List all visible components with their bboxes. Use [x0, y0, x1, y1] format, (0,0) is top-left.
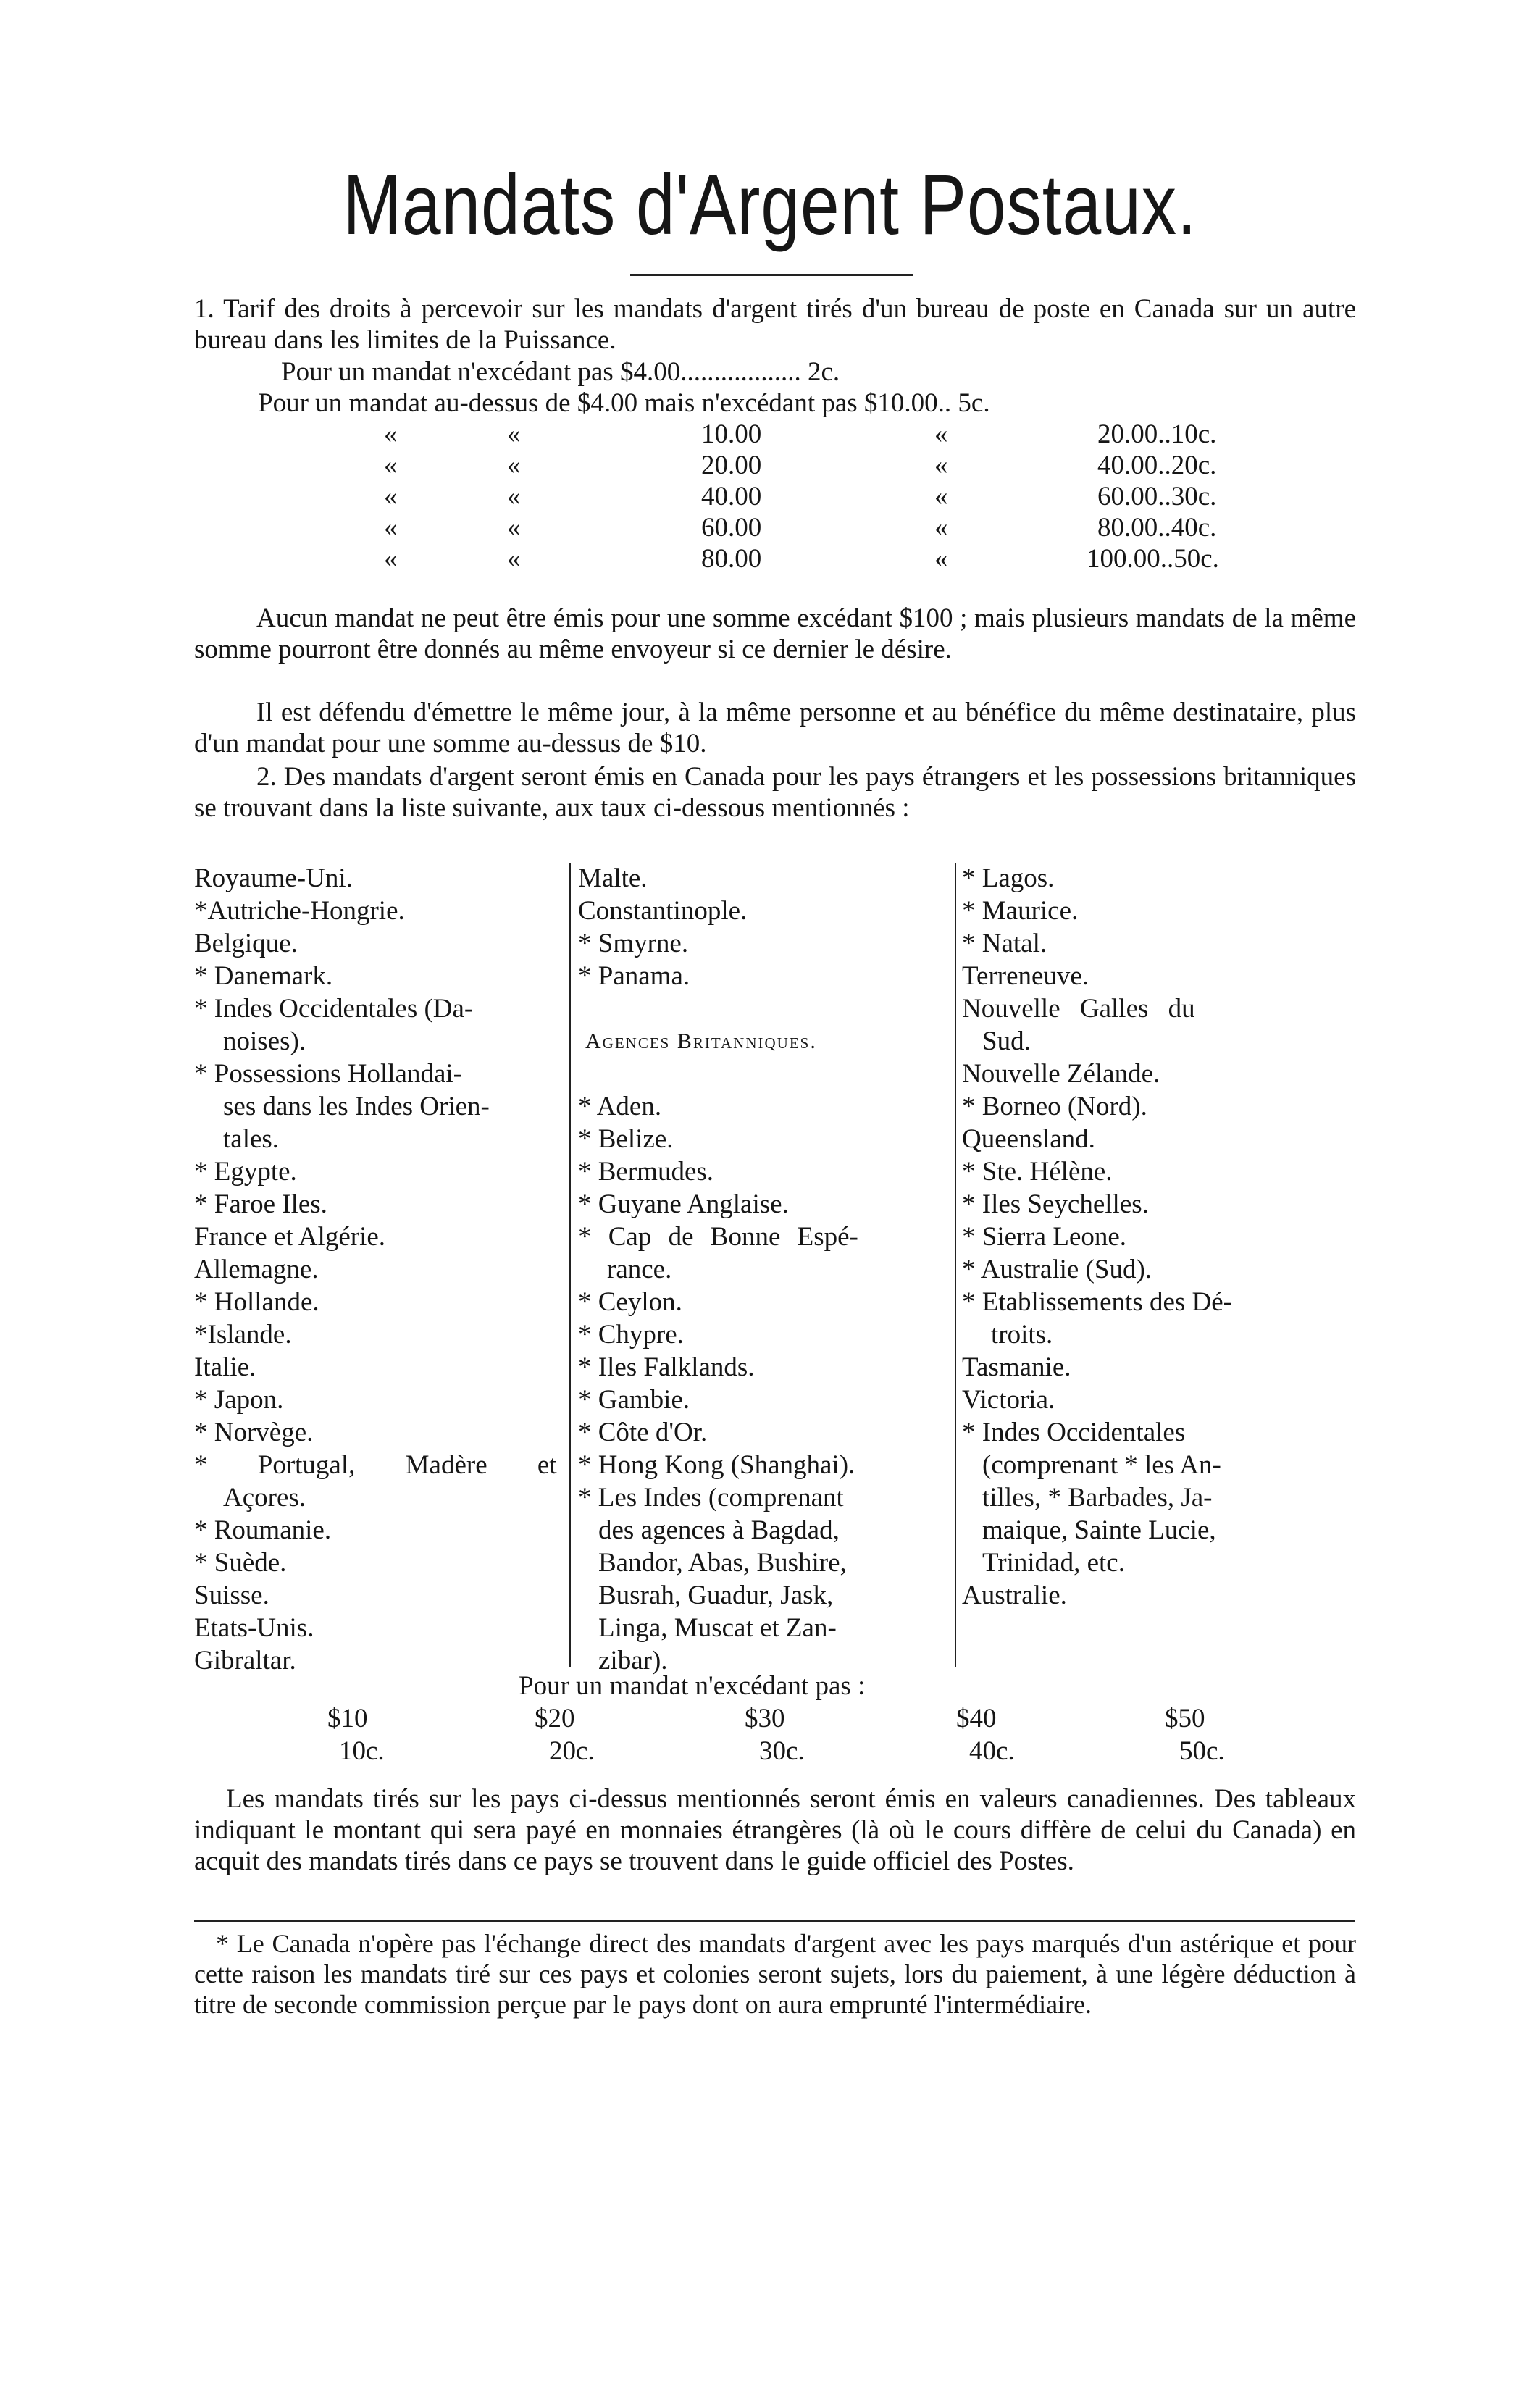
list-item: * Ste. Hélène. — [962, 1157, 1113, 1187]
list-item: * Bermudes. — [578, 1157, 714, 1187]
column-divider — [955, 863, 956, 1667]
ditto-mark: « — [384, 451, 398, 480]
list-item: * Australie (Sud). — [962, 1255, 1152, 1284]
rate-amount: $30 — [745, 1704, 785, 1733]
list-item: * Sierra Leone. — [962, 1222, 1127, 1252]
list-item: noises). — [223, 1026, 306, 1056]
list-item: maique, Sainte Lucie, — [982, 1515, 1216, 1545]
tariff-rate: 40.00..20c. — [1097, 451, 1217, 480]
list-item: Açores. — [223, 1483, 306, 1512]
ditto-mark: « — [384, 513, 398, 543]
list-item: (comprenant * les An- — [982, 1450, 1221, 1480]
list-item: Italie. — [194, 1352, 256, 1382]
tariff-rate: 80.00..40c. — [1097, 513, 1217, 543]
list-item: * Hong Kong (Shanghai). — [578, 1450, 855, 1480]
list-item: *Islande. — [194, 1320, 292, 1349]
rate-amount: $50 — [1165, 1704, 1205, 1733]
tariff-from: 80.00 — [701, 544, 762, 574]
tariff-line-1: Pour un mandat n'excédant pas $4.00.................. 2c. — [281, 357, 840, 387]
list-item: France et Algérie. — [194, 1222, 386, 1252]
list-item: * Iles Falklands. — [578, 1352, 755, 1382]
rate-fee: 30c. — [759, 1736, 805, 1766]
list-item: Nouvelle Zélande. — [962, 1059, 1160, 1089]
list-item: * Smyrne. — [578, 929, 689, 958]
rate-fee: 40c. — [969, 1736, 1015, 1766]
list-item: * Indes Occidentales (Da- — [194, 994, 474, 1024]
list-item: * Ceylon. — [578, 1287, 682, 1317]
tariff-rate: 100.00..50c. — [1087, 544, 1219, 574]
ditto-mark: « — [507, 513, 521, 543]
footnote-rule — [194, 1920, 1355, 1922]
ditto-mark: « — [384, 482, 398, 511]
list-item: Nouvelle Galles du — [962, 994, 1195, 1024]
list-item: * Portugal, Madère et — [194, 1450, 557, 1480]
list-item: * Indes Occidentales — [962, 1418, 1186, 1447]
tariff-rate: 60.00..30c. — [1097, 482, 1217, 511]
list-item: Bandor, Abas, Bushire, — [598, 1548, 847, 1578]
list-item: * Danemark. — [194, 961, 333, 991]
tariff-intro: 1. Tarif des droits à percevoir sur les mandats d'argent tirés d'un bureau de poste en Canada sur un autre bureau dans les limites de la Puissance. — [194, 294, 1356, 355]
agences-heading: Agences Britanniques. — [585, 1029, 817, 1053]
foreign-intro-paragraph: 2. Des mandats d'argent seront émis en Canada pour les pays étrangers et les possessions britanniques se trouvant dans la liste suivante, aux taux ci-dessous mentionnés : — [194, 762, 1356, 823]
list-item: Belgique. — [194, 929, 298, 958]
list-item: Allemagne. — [194, 1255, 319, 1284]
page-title: Mandats d'Argent Postaux. — [343, 157, 1197, 253]
rate-amount: $40 — [956, 1704, 997, 1733]
title-underline — [630, 274, 913, 276]
list-item: * Lagos. — [962, 863, 1055, 893]
tariff-line-2: Pour un mandat au-dessus de $4.00 mais n'excédant pas $10.00.. 5c. — [258, 388, 990, 418]
column-divider — [569, 863, 571, 1667]
list-item: Busrah, Guadur, Jask, — [598, 1581, 834, 1610]
country-list-col2 — [578, 862, 955, 1677]
list-item: Australie. — [962, 1581, 1067, 1610]
tariff-from: 20.00 — [701, 451, 762, 480]
ditto-mark: « — [934, 513, 948, 543]
rate-fee: 50c. — [1179, 1736, 1225, 1766]
list-item: Constantinople. — [578, 896, 748, 926]
list-item: * Norvège. — [194, 1418, 314, 1447]
list-item: * Natal. — [962, 929, 1047, 958]
ditto-mark: « — [384, 419, 398, 449]
ditto-mark: « — [507, 544, 521, 574]
country-list-col1 — [194, 862, 571, 1677]
list-item: Queensland. — [962, 1124, 1095, 1154]
list-item: * Borneo (Nord). — [962, 1092, 1147, 1121]
list-item: Victoria. — [962, 1385, 1055, 1415]
footnote: * Le Canada n'opère pas l'échange direct des mandats d'argent avec les pays marqués d'un astérique et pour cette raison les mandats tiré sur ces pays et colonies seront sujets, lors du paiement, à une légère déduction à titre de seconde commission perçue par le pays dont on aura emprunté l'intermédiaire. — [194, 1929, 1356, 2019]
list-item: Tasmanie. — [962, 1352, 1071, 1382]
rate-fee: 20c. — [549, 1736, 595, 1766]
list-item: *Autriche-Hongrie. — [194, 896, 405, 926]
list-item: Gibraltar. — [194, 1646, 296, 1675]
list-item: tilles, * Barbades, Ja- — [982, 1483, 1213, 1512]
list-item: * Egypte. — [194, 1157, 297, 1187]
ditto-mark: « — [934, 482, 948, 511]
list-item: * Maurice. — [962, 896, 1079, 926]
max-amount-paragraph: Aucun mandat ne peut être émis pour une somme excédant $100 ; mais plusieurs mandats de la même somme pourront être donnés au même envoyeur si ce dernier le désire. — [194, 603, 1356, 664]
list-item: * Roumanie. — [194, 1515, 332, 1545]
ditto-mark: « — [507, 419, 521, 449]
list-item: * Japon. — [194, 1385, 284, 1415]
tariff-from: 10.00 — [701, 419, 762, 449]
list-item: * Les Indes (comprenant — [578, 1483, 844, 1512]
ditto-mark: « — [384, 544, 398, 574]
rate-amount: $10 — [327, 1704, 368, 1733]
rate-fee: 10c. — [339, 1736, 385, 1766]
list-item: Suisse. — [194, 1581, 269, 1610]
tariff-rate: 20.00..10c. — [1097, 419, 1217, 449]
list-item: Trinidad, etc. — [982, 1548, 1125, 1578]
list-item: * Côte d'Or. — [578, 1418, 708, 1447]
list-item: rance. — [607, 1255, 672, 1284]
rate-amount: $20 — [535, 1704, 575, 1733]
list-item: * Hollande. — [194, 1287, 319, 1317]
list-item: Etats-Unis. — [194, 1613, 314, 1643]
list-item: Sud. — [982, 1026, 1031, 1056]
list-item: * Panama. — [578, 961, 690, 991]
list-item: zibar). — [598, 1646, 668, 1675]
list-item: ses dans les Indes Orien- — [223, 1092, 490, 1121]
list-item: * Aden. — [578, 1092, 662, 1121]
list-item: des agences à Bagdad, — [598, 1515, 840, 1545]
ditto-mark: « — [507, 451, 521, 480]
list-item: Linga, Muscat et Zan- — [598, 1613, 837, 1643]
tariff-from: 60.00 — [701, 513, 762, 543]
list-item: * Etablissements des Dé- — [962, 1287, 1232, 1317]
list-item: * Guyane Anglaise. — [578, 1189, 789, 1219]
list-item: * Belize. — [578, 1124, 674, 1154]
list-item: Malte. — [578, 863, 648, 893]
rates-heading: Pour un mandat n'excédant pas : — [519, 1671, 866, 1701]
ditto-mark: « — [934, 419, 948, 449]
list-item: tales. — [223, 1124, 280, 1154]
list-item: * Faroe Iles. — [194, 1189, 327, 1219]
list-item: * Chypre. — [578, 1320, 684, 1349]
list-item: * Possessions Hollandai- — [194, 1059, 462, 1089]
same-day-paragraph: Il est défendu d'émettre le même jour, à la même personne et au bénéfice du même destinataire, plus d'un mandat pour une somme au-dessus de $10. — [194, 698, 1356, 758]
country-list-col3 — [962, 862, 1357, 1612]
list-item: Royaume-Uni. — [194, 863, 353, 893]
tariff-from: 40.00 — [701, 482, 762, 511]
list-item: * Gambie. — [578, 1385, 690, 1415]
list-item: troits. — [991, 1320, 1053, 1349]
ditto-mark: « — [934, 544, 948, 574]
ditto-mark: « — [507, 482, 521, 511]
ditto-mark: « — [934, 451, 948, 480]
list-item: * Suède. — [194, 1548, 287, 1578]
list-item: * Cap de Bonne Espé- — [578, 1222, 858, 1252]
list-item: Terreneuve. — [962, 961, 1089, 991]
list-item: * Iles Seychelles. — [962, 1189, 1149, 1219]
closing-paragraph: Les mandats tirés sur les pays ci-dessus mentionnés seront émis en valeurs canadiennes. Des tableaux indiquant le montant qui sera payé en monnaies étrangères (là où le cours diffère de celui du Canada) en acquit des mandats tirés dans ce pays se trouvent dans le guide officiel des Postes. — [194, 1784, 1356, 1876]
